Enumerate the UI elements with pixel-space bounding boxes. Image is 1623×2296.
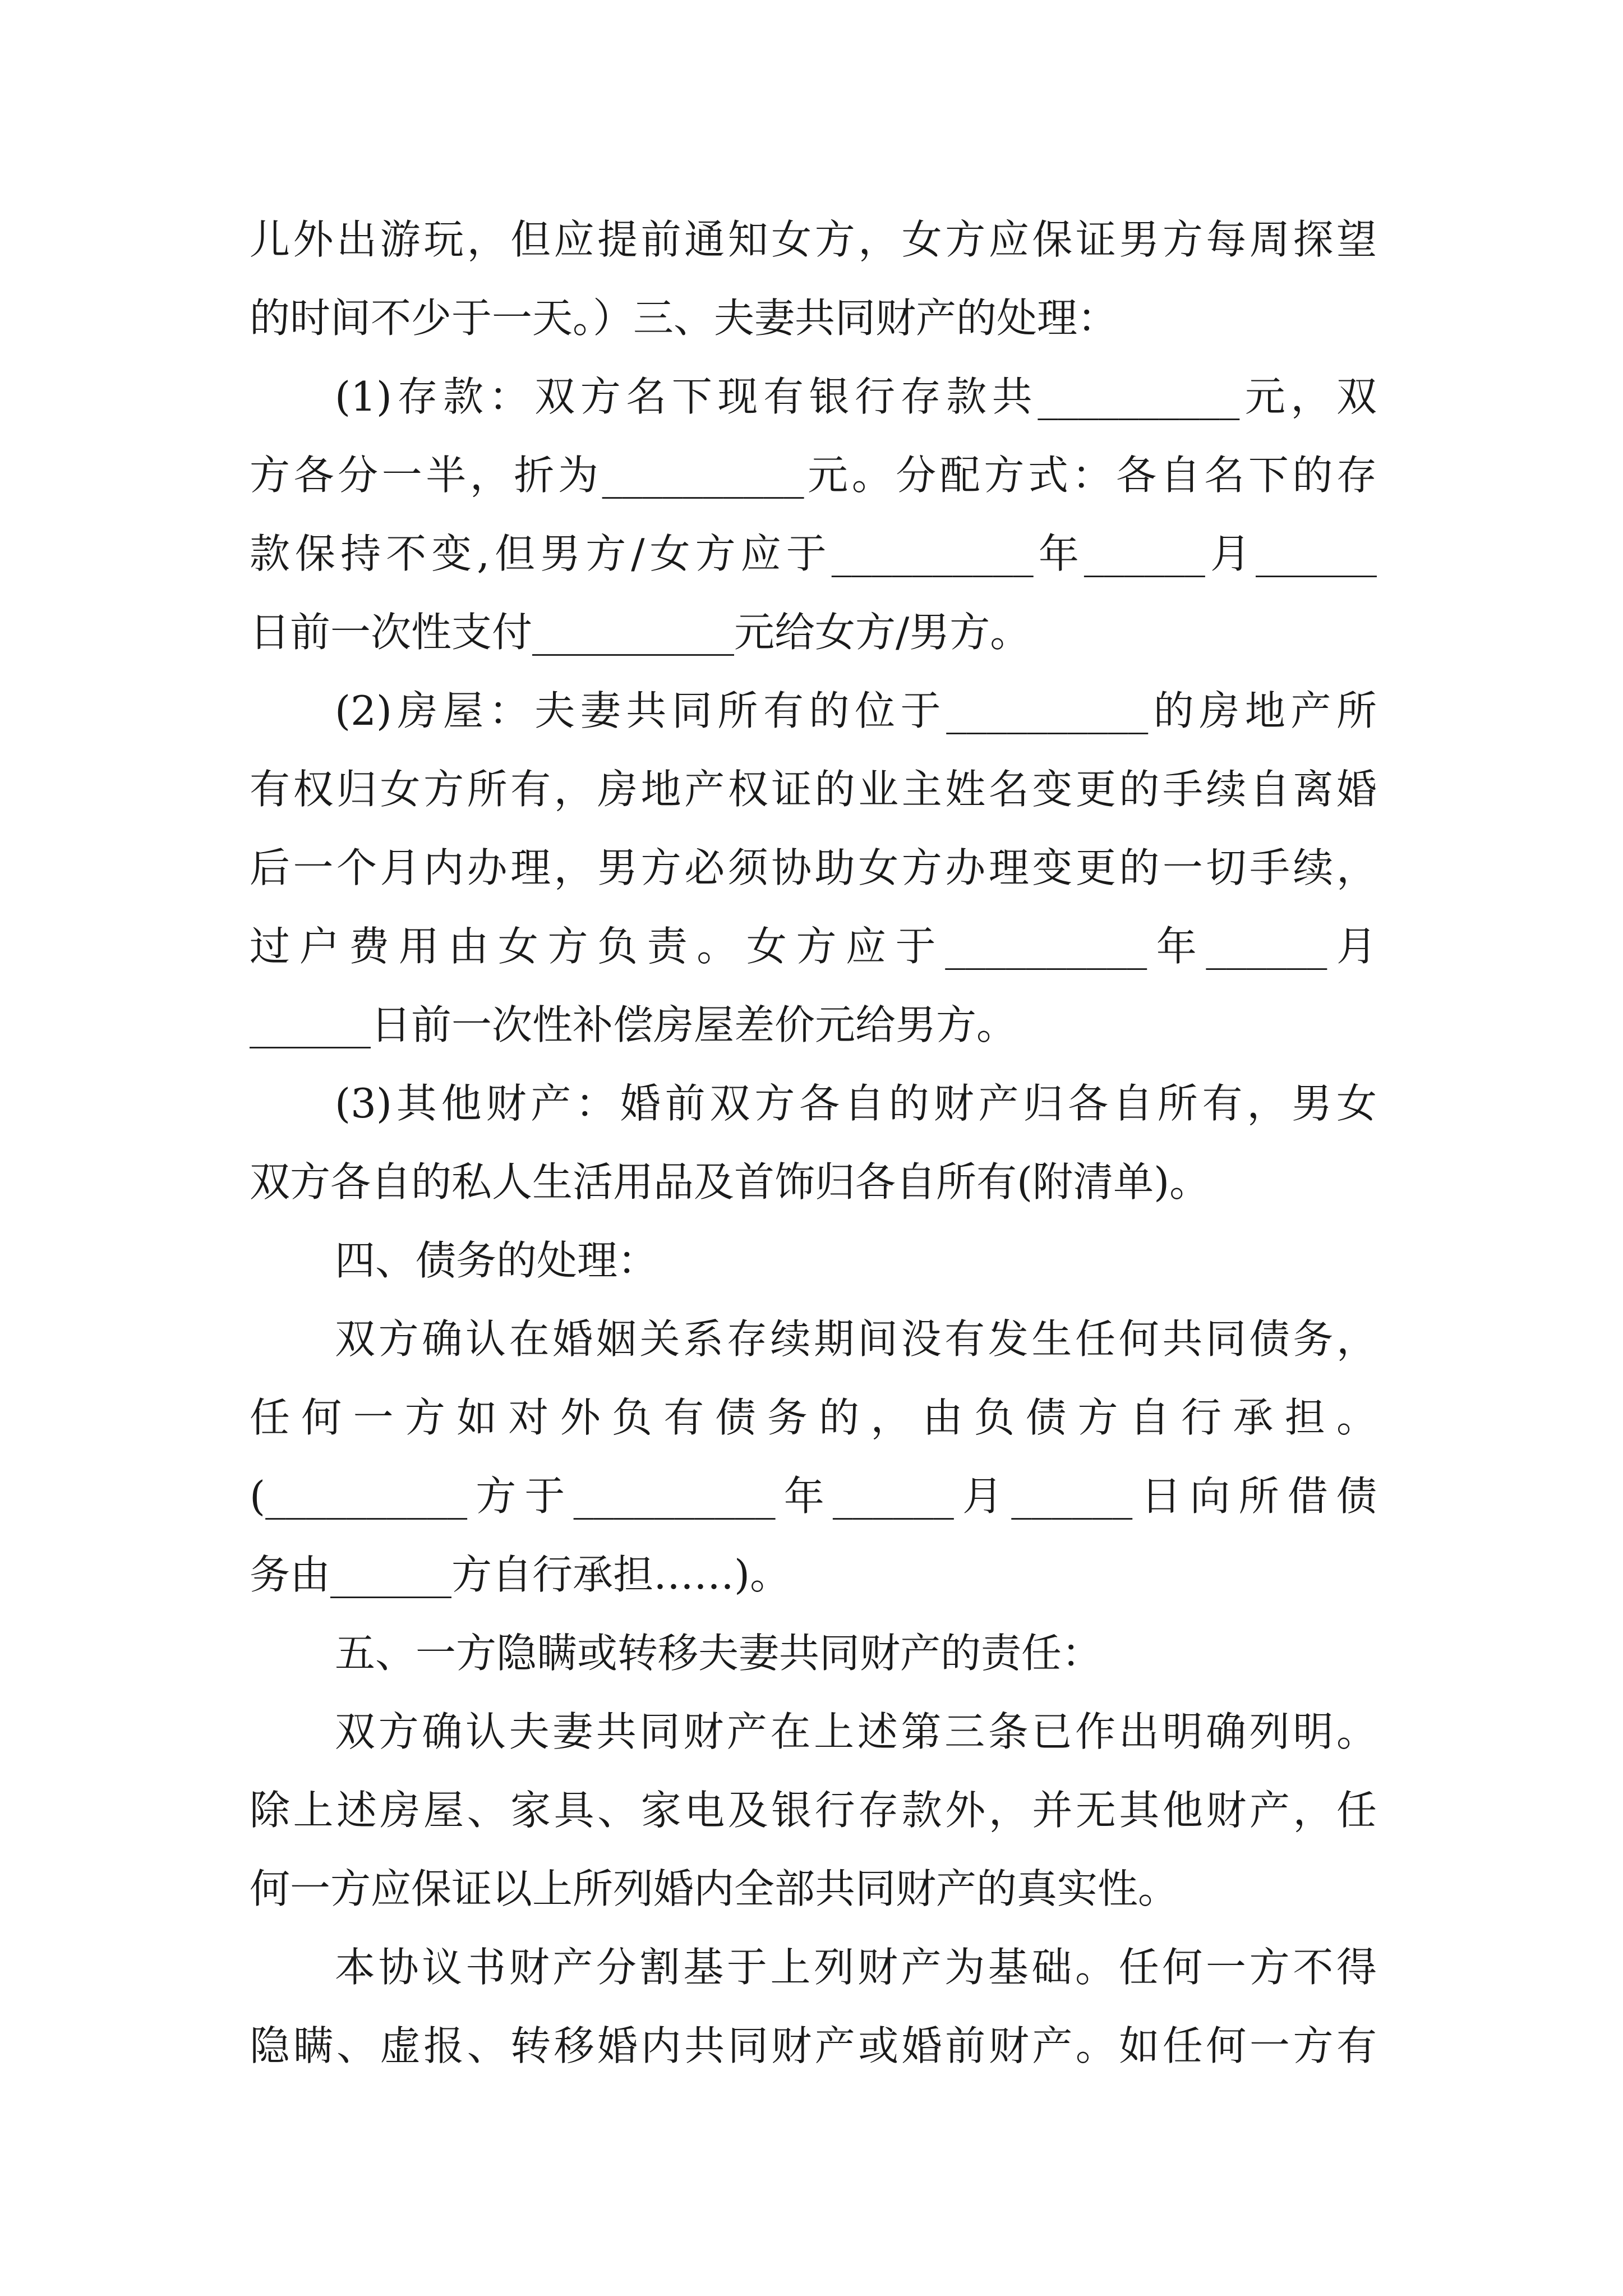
- text-line: 款保持不变,但男方/女方应于__________年______月______: [250, 530, 1377, 577]
- text-line: 有权归女方所有，房地产权证的业主姓名变更的手续自离婚: [250, 766, 1377, 813]
- text-line: 双方各自的私人生活用品及首饰归各自所有(附清单)。: [250, 1158, 1210, 1205]
- text-line: 的时间不少于一天。）三、夫妻共同财产的处理：: [250, 295, 1118, 342]
- text-line: 任何一方如对外负有债务的，由负债方自行承担。: [250, 1394, 1377, 1441]
- text-line: 方各分一半，折为__________元。分配方式：各自名下的存: [250, 452, 1377, 499]
- text-line: 儿外出游玩，但应提前通知女方，女方应保证男方每周探望: [250, 216, 1377, 263]
- text-line: 过户费用由女方负责。女方应于__________年______月: [250, 923, 1377, 970]
- text-line: 隐瞒、虚报、转移婚内共同财产或婚前财产。如任何一方有: [250, 2022, 1377, 2069]
- text-line: 后一个月内办理，男方必须协助女方办理变更的一切手续，: [250, 844, 1377, 891]
- text-line: 务由______方自行承担……)。: [250, 1551, 791, 1598]
- section-heading: 五、一方隐瞒或转移夫妻共同财产的责任：: [335, 1630, 1103, 1677]
- text-line: 双方确认夫妻共同财产在上述第三条已作出明确列明。: [335, 1708, 1377, 1755]
- text-line: 除上述房屋、家具、家电及银行存款外，并无其他财产，任: [250, 1787, 1377, 1834]
- text-line: 何一方应保证以上所列婚内全部共同财产的真实性。: [250, 1865, 1179, 1912]
- text-line: (3)其他财产：婚前双方各自的财产归各自所有，男女: [335, 1080, 1377, 1127]
- text-line: (1)存款：双方名下现有银行存款共__________元，双: [335, 373, 1377, 420]
- text-line: 日前一次性支付__________元给女方/男方。: [250, 609, 1031, 656]
- text-line: 本协议书财产分割基于上列财产为基础。任何一方不得: [335, 1944, 1377, 1991]
- text-line: (__________方于__________年______月______日向所借债: [250, 1473, 1377, 1520]
- text-line: (2)房屋：夫妻共同所有的位于__________的房地产所: [335, 687, 1377, 734]
- text-line: 双方确认在婚姻关系存续期间没有发生任何共同债务，: [335, 1315, 1377, 1363]
- text-line: ______日前一次性补偿房屋差价元给男方。: [250, 1001, 1017, 1048]
- section-heading: 四、债务的处理：: [335, 1237, 658, 1284]
